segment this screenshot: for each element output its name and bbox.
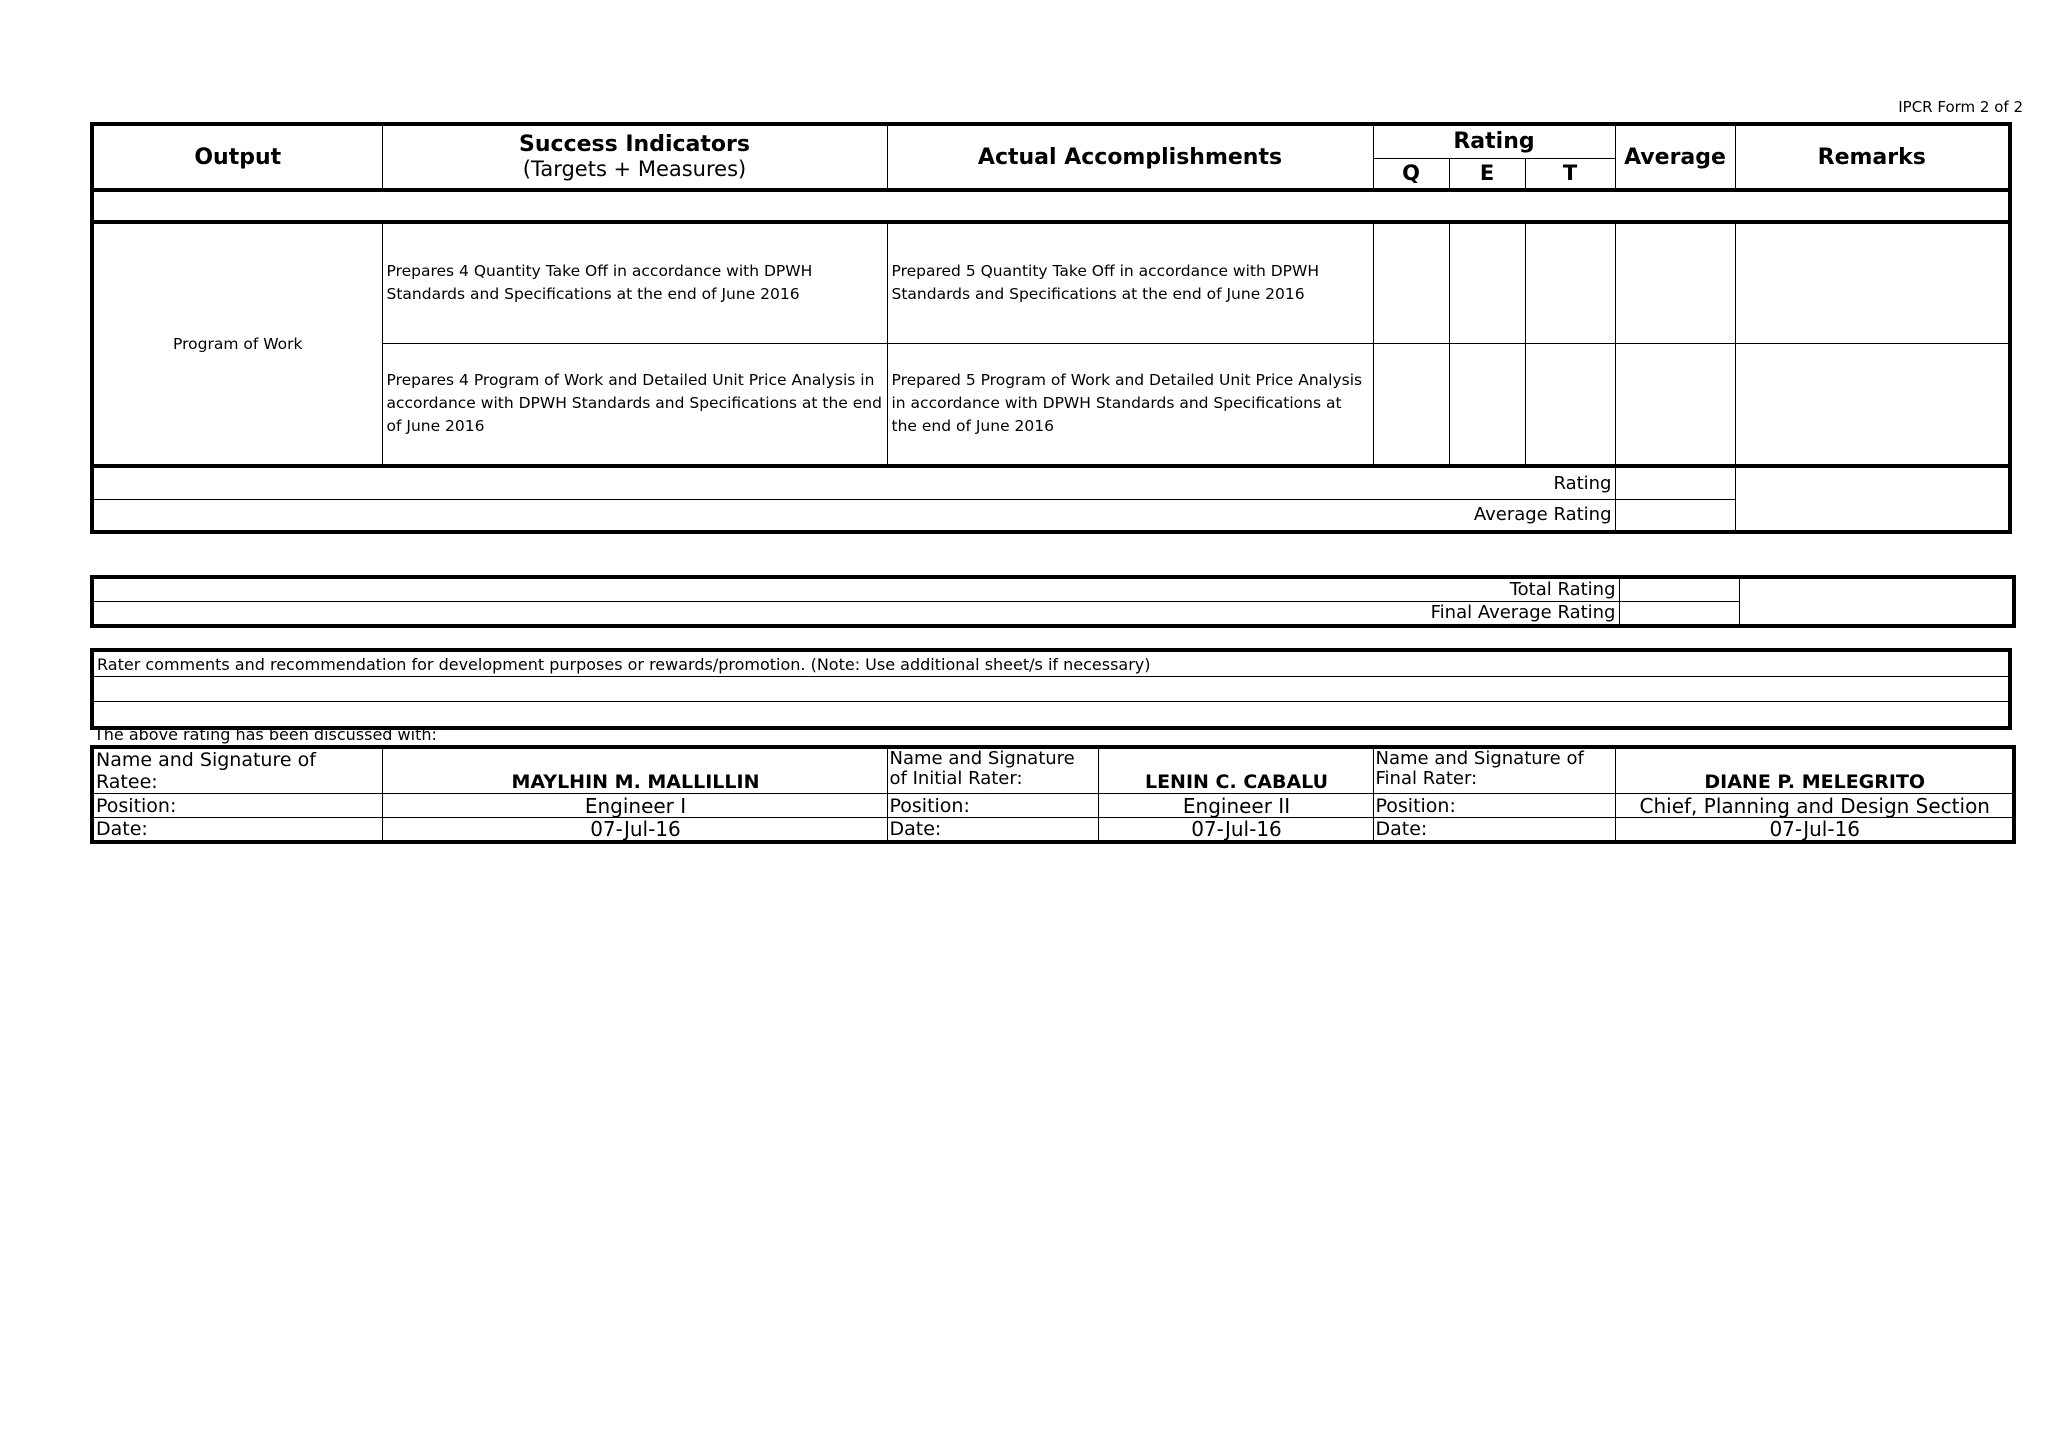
- initial-rater-name: LENIN C. CABALU: [1098, 747, 1373, 794]
- final-rater-date: 07-Jul-16: [1615, 818, 2014, 843]
- final-rater-name: DIANE P. MELEGRITO: [1615, 747, 2014, 794]
- comments-label: Rater comments and recommendation for development purposes or rewards/promotion. (Note: Use additional sheet/s if necessary): [92, 650, 2010, 677]
- header-remarks: Remarks: [1735, 124, 2010, 190]
- rating-q-cell: [1373, 343, 1449, 466]
- average-cell: [1615, 343, 1735, 466]
- total-rating-label: Total Rating: [92, 577, 1619, 602]
- comments-line: [92, 677, 2010, 702]
- header-t: T: [1525, 158, 1615, 190]
- rating-e-cell: [1449, 343, 1525, 466]
- initial-rater-label: Name and Signature of Initial Rater:: [887, 747, 1098, 794]
- final-rater-label: Name and Signature of Final Rater:: [1373, 747, 1615, 794]
- average-rating-label: Average Rating: [92, 499, 1615, 532]
- rating-t-cell: [1525, 343, 1615, 466]
- initial-rater-position: Engineer II: [1098, 794, 1373, 818]
- average-cell: [1615, 222, 1735, 343]
- ratee-date: 07-Jul-16: [382, 818, 887, 843]
- form-number: IPCR Form 2 of 2: [1898, 98, 2023, 116]
- final-average-rating-value: [1619, 602, 1739, 627]
- output-cell: Program of Work: [92, 222, 382, 466]
- rating-q-cell: [1373, 222, 1449, 343]
- final-average-rating-label: Final Average Rating: [92, 602, 1619, 627]
- header-rating: Rating: [1373, 124, 1615, 158]
- success-indicator-cell: Prepares 4 Program of Work and Detailed Unit Price Analysis in accordance with DPWH Standards and Specifications at the end of June 2016: [382, 343, 887, 466]
- date-label: Date:: [1373, 818, 1615, 843]
- ratee-label: Name and Signature of Ratee:: [92, 747, 382, 794]
- remarks-cell: [1735, 343, 2010, 466]
- position-label: Position:: [887, 794, 1098, 818]
- totals-table: [90, 575, 2016, 628]
- section-row: [92, 190, 2010, 222]
- total-rating-value: [1619, 577, 1739, 602]
- position-label: Position:: [92, 794, 382, 818]
- header-success-indicators-sub: (Targets + Measures): [522, 156, 747, 181]
- initial-rater-date: 07-Jul-16: [1098, 818, 1373, 843]
- ratee-name: MAYLHIN M. MALLILLIN: [382, 747, 887, 794]
- header-average: Average: [1615, 124, 1735, 190]
- totals-remarks: [1739, 577, 2014, 626]
- rating-value: [1615, 466, 1735, 499]
- header-e: E: [1449, 158, 1525, 190]
- signatures-table: [90, 745, 2016, 844]
- discussed-label: The above rating has been discussed with:: [94, 725, 437, 744]
- header-success-indicators: [382, 124, 887, 190]
- position-label: Position:: [1373, 794, 1615, 818]
- header-q: Q: [1373, 158, 1449, 190]
- rating-e-cell: [1449, 222, 1525, 343]
- comments-table: [90, 648, 2012, 730]
- date-label: Date:: [92, 818, 382, 843]
- actual-accomplishment-cell: Prepared 5 Program of Work and Detailed Unit Price Analysis in accordance with DPWH Standards and Specifications at the end of June 2016: [887, 343, 1373, 466]
- rating-label: Rating: [92, 466, 1615, 499]
- actual-accomplishment-cell: Prepared 5 Quantity Take Off in accordance with DPWH Standards and Specifications at the end of June 2016: [887, 222, 1373, 343]
- header-actual-accomplishments: Actual Accomplishments: [887, 124, 1373, 190]
- rating-t-cell: [1525, 222, 1615, 343]
- header-output: Output: [92, 124, 382, 190]
- success-indicator-cell: Prepares 4 Quantity Take Off in accordance with DPWH Standards and Specifications at the end of June 2016: [382, 222, 887, 343]
- performance-table: [90, 122, 2012, 534]
- summary-remarks: [1735, 466, 2010, 532]
- average-rating-value: [1615, 499, 1735, 532]
- ratee-position: Engineer I: [382, 794, 887, 818]
- final-rater-position: Chief, Planning and Design Section: [1615, 794, 2014, 818]
- remarks-cell: [1735, 222, 2010, 343]
- header-success-indicators-title: Success Indicators: [519, 131, 750, 157]
- date-label: Date:: [887, 818, 1098, 843]
